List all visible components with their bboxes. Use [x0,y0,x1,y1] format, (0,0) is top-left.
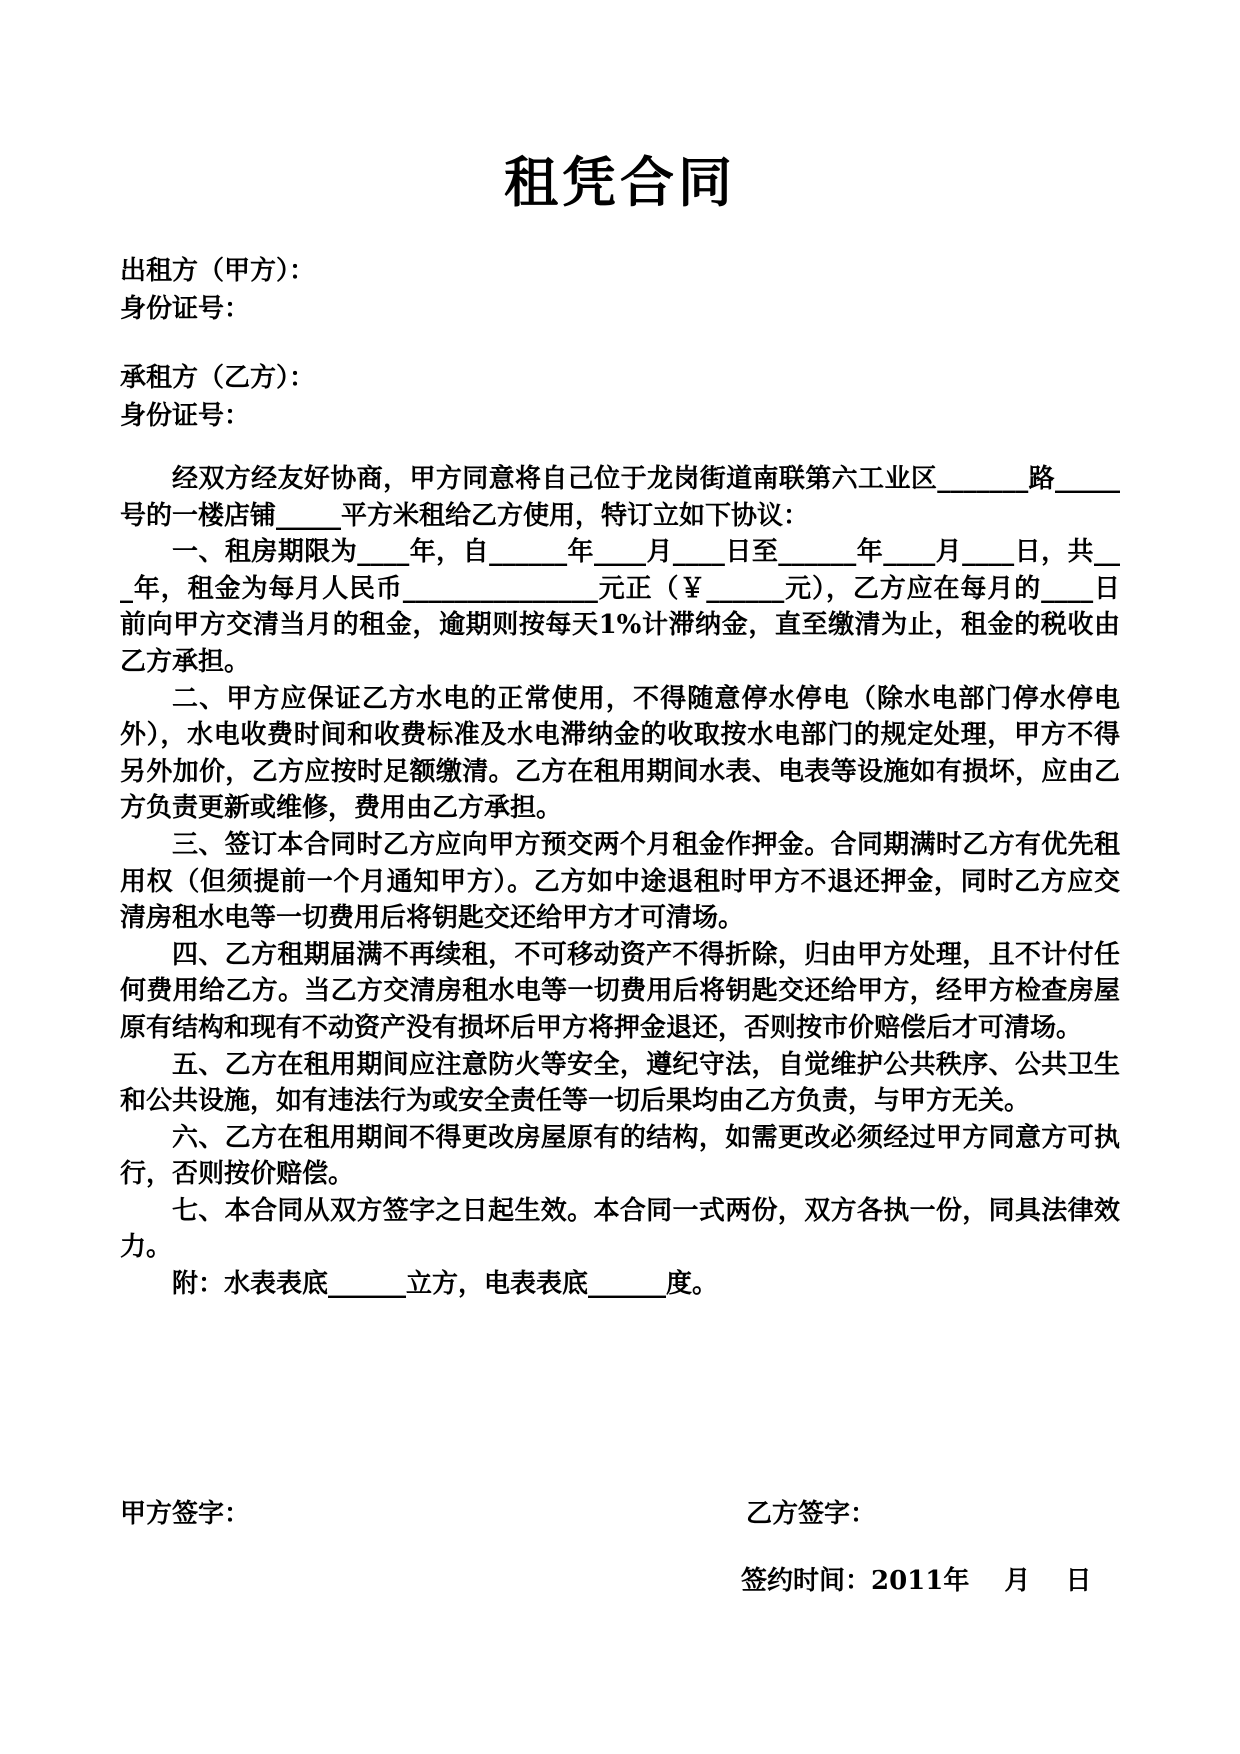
signing-date: 签约时间：2011年 月 日 [741,1566,1092,1596]
contract-body [120,461,1120,1303]
lessor-id-label: 身份证号： [120,294,251,324]
appendix-meter-readings: 附：水表表底______立方，电表表底______度。 [172,1269,719,1300]
party-a-signature-label: 甲方签字： [120,1499,251,1529]
lessee-label: 承租方（乙方）： [120,363,316,393]
party-b-signature-label: 乙方签字： [746,1499,877,1529]
clause-7: 七、本合同从双方签字之日起生效。本合同一式两份，双方各执一份，同具法律效力。 [120,1195,1120,1263]
clause-3: 三、签订本合同时乙方应向甲方预交两个月租金作押金。合同期满时乙方有优先租用权（但须提前一个月通知甲方）。乙方如中途退租时甲方不退还押金，同时乙方应交清房租水电等一切费用后将钥匙交还给甲方才可清场。 [120,829,1120,934]
clause-4: 四、乙方租期届满不再续租，不可移动资产不得折除，归由甲方处理，且不计付任何费用给乙方。当乙方交清房租水电等一切费用后将钥匙交还给甲方，经甲方检查房屋原有结构和现有不动资产没有损坏后甲方将押金退还，否则按市价赔偿后才可清场。 [120,939,1120,1043]
document-title: 租凭合同 [504,150,736,214]
clause-6: 六、乙方在租用期间不得更改房屋原有的结构，如需更改必须经过甲方同意方可执行，否则按价赔偿。 [120,1122,1120,1190]
intro-paragraph: 经双方经友好协商，甲方同意将自己位于龙岗街道南联第六工业区_______路_____号的一楼店铺_____平方米租给乙方使用，特订立如下协议： [120,464,1120,531]
clause-2: 二、甲方应保证乙方水电的正常使用，不得随意停水停电（除水电部门停水停电外），水电收费时间和收费标准及水电滞纳金的收取按水电部门的规定处理，甲方不得另外加价，乙方应按时足额缴清。乙方在租用期间水表、电表等设施如有损坏，应由乙方负责更新或维修，费用由乙方承担。 [120,683,1120,824]
clause-5: 五、乙方在租用期间应注意防火等安全，遵纪守法，自觉维护公共秩序、公共卫生和公共设施，如有违法行为或安全责任等一切后果均由乙方负责，与甲方无关。 [120,1049,1120,1117]
lessor-label: 出租方（甲方）： [120,256,316,286]
lessee-id-label: 身份证号： [120,401,251,431]
clause-1: 一、租房期限为____年，自______年____月____日至______年____月____日，共___年，租金为每月人民币_______________元正（￥______元），乙方应在每月的____日前向甲方交清当月的租金，逾期则按每天1%计滞纳金，直至缴清为止，租金的税收由乙方承担。 [120,537,1120,677]
